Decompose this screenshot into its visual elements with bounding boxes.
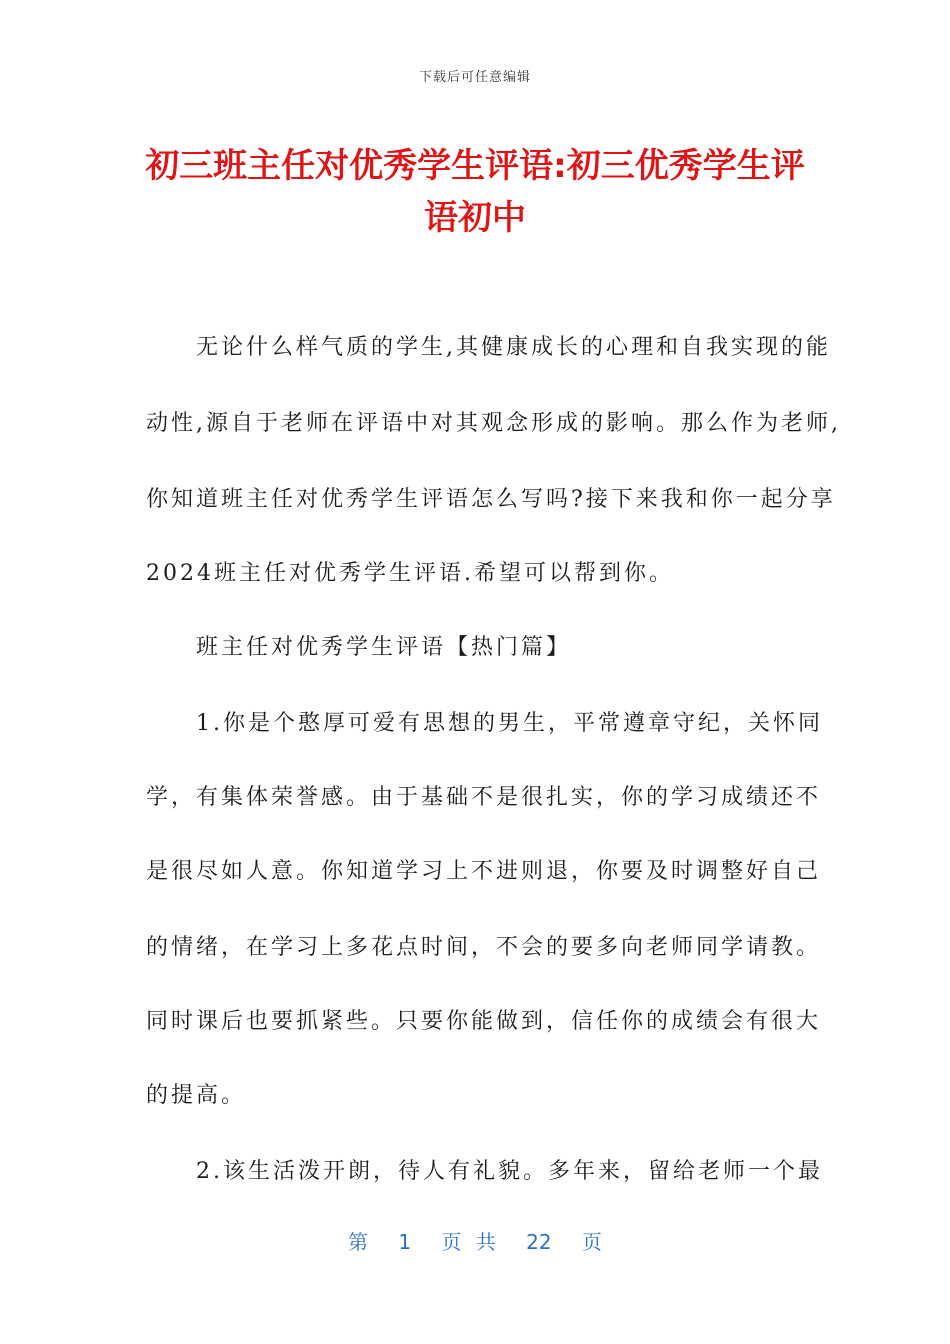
body-line-6: 1.你是个憨厚可爱有思想的男生，平常遵章守纪，关怀同 [146,711,823,736]
body-line-11: 的提高。 [146,1083,247,1108]
footer-label-end: 页 [581,1230,602,1254]
body-line-2: 动性,源自于老师在评语中对其观念形成的影响。那么作为老师, [146,411,841,436]
document-title [120,140,830,244]
body-line-10: 同时课后也要抓紧些。只要你能做到，信任你的成绩会有很大 [146,1009,822,1034]
body-line-3: 你知道班主任对优秀学生评语怎么写吗?接下来我和你一起分享 [146,487,836,512]
footer-label-page: 第 [348,1230,368,1254]
footer-label-of: 页 共 [441,1230,496,1254]
section-heading: 班主任对优秀学生评语【热门篇】 [146,635,572,660]
body-line-1: 无论什么样气质的学生,其健康成长的心理和自我实现的能 [146,335,831,360]
footer-total-pages: 22 [526,1230,552,1254]
download-note: 下载后可任意编辑 [418,70,531,85]
body-line-8: 是很尽如人意。你知道学习上不进则退，你要及时调整好自己 [146,859,822,884]
footer-current-page: 1 [398,1230,412,1254]
body-line-4: 2024班主任对优秀学生评语.希望可以帮到你。 [146,561,674,586]
title-line-2: 语初中 [424,198,526,238]
body-line-9: 的情绪，在学习上多花点时间，不会的要多向老师同学请教。 [146,935,822,960]
title-line-1: 初三班主任对优秀学生评语:初三优秀学生评 [145,146,805,186]
body-line-12: 2.该生活泼开朗，待人有礼貌。多年来，留给老师一个最 [146,1159,823,1184]
page-footer [0,1226,950,1255]
body-line-7: 学，有集体荣誉感。由于基础不是很扎实，你的学习成绩还不 [146,785,822,810]
